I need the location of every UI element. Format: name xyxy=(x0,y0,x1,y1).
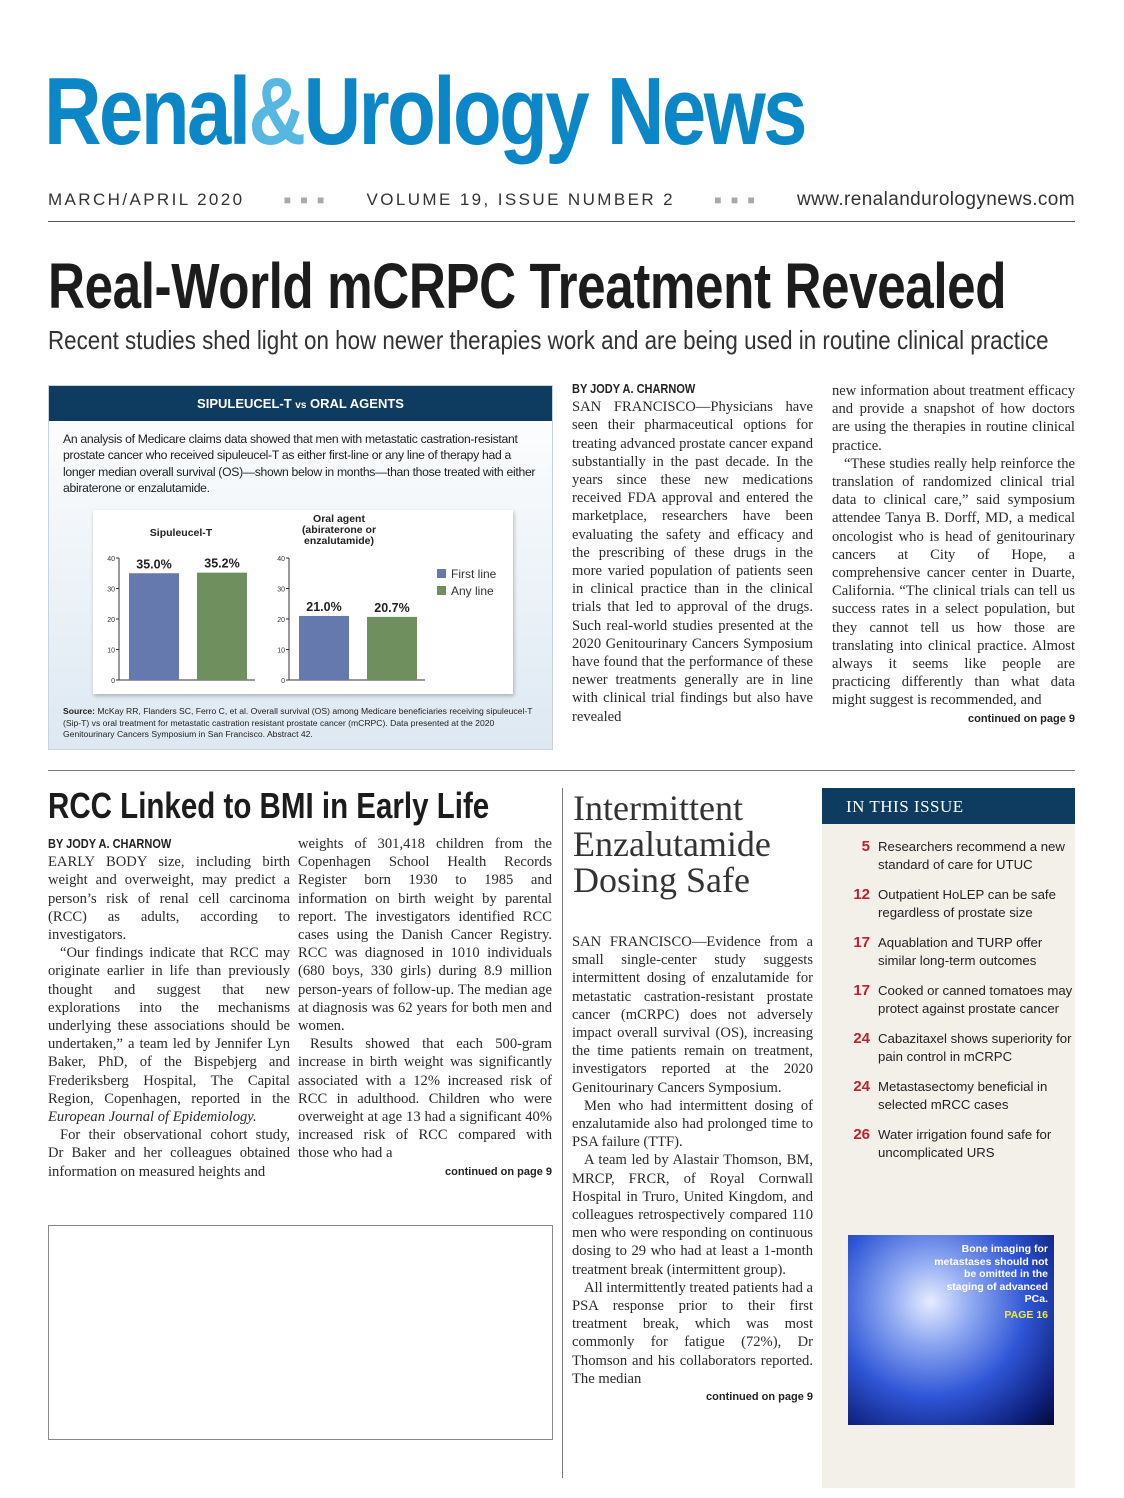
bar xyxy=(367,617,417,680)
bar-label: 35.2% xyxy=(204,556,240,571)
issue-page-number: 5 xyxy=(861,838,870,855)
issue-item-text: Cooked or canned tomatoes may protect against prostate cancer xyxy=(878,983,1073,1016)
bar-label: 35.0% xyxy=(136,557,172,572)
legend-swatch xyxy=(437,586,446,595)
chart-intro: An analysis of Medicare claims data showed that men with metastatic castration-resistant prostate cancer who received sipuleucel-T as either first-line or any line of therapy had a longer median overall survival (OS)—shown below in months—than those treated with either abiraterone or enzalutamide. xyxy=(63,432,536,496)
issue-page-number: 17 xyxy=(853,982,870,999)
column-rule xyxy=(562,788,563,1478)
issue-page-number: 12 xyxy=(853,886,870,903)
issue-date: MARCH/APRIL 2020 xyxy=(48,190,245,209)
masthead-title-renal: Renal xyxy=(44,58,249,165)
issue-page-number: 24 xyxy=(853,1030,870,1047)
y-tick-label: 20 xyxy=(277,617,285,624)
legend-label: Any line xyxy=(451,584,494,598)
issue-item[interactable] xyxy=(844,886,1075,921)
bar-chart xyxy=(93,510,513,694)
issue-item[interactable] xyxy=(844,838,1075,873)
issue-item[interactable] xyxy=(844,934,1075,969)
rcc-column-1: BY JODY A. CHARNOW EARLY BODY size, including birth weight and overweight, may predict a person’s risk of renal cell carcinoma (RCC) as adults, according to investigators. “Our findings indicate that RCC may originate earlier in life than previously thought and suggest that new explorations into the mechanisms underlying these associations should be undertaken,” a team led by Jennifer Lyn Baker, PhD, of the Bispebjerg and Frederiksberg Hospital, The Capital Region, Copenhagen, reported in the European Journal of Epidemiology. For their observational cohort study, Dr Baker and her colleagues obtained information on measured heights and xyxy=(48,837,290,1180)
chart-box xyxy=(48,385,553,750)
chart-box-title: SIPULEUCEL-T vs ORAL AGENTS xyxy=(49,386,552,421)
issue-item[interactable] xyxy=(844,982,1075,1017)
issue-item[interactable] xyxy=(844,1078,1075,1113)
group-title: Sipuleucel-T xyxy=(149,527,213,539)
masthead-ampersand: & xyxy=(248,58,304,165)
issue-item-text: Outpatient HoLEP can be safe regardless of prostate size xyxy=(878,887,1056,920)
in-this-issue-title: IN THIS ISSUE xyxy=(822,788,1075,824)
masthead-logo xyxy=(44,58,806,165)
issue-page-number: 17 xyxy=(853,934,870,951)
group-title: enzalutamide) xyxy=(303,535,375,547)
y-tick-label: 0 xyxy=(111,678,115,685)
in-this-issue xyxy=(822,788,1075,1488)
issue-item-text: Water irrigation found safe for uncomplicated URS xyxy=(878,1127,1052,1160)
promo-caption: Bone imaging for metastases should not be omitted in the staging of advanced PCa. PAGE 16 xyxy=(934,1243,1048,1321)
bar xyxy=(197,573,247,680)
separator: ■ ■ ■ xyxy=(283,193,328,207)
issue-page-number: 24 xyxy=(853,1078,870,1095)
issue-item[interactable] xyxy=(844,1030,1075,1065)
y-tick-label: 10 xyxy=(277,647,285,655)
group-title: (abiraterone or xyxy=(301,524,377,536)
y-tick-label: 40 xyxy=(277,556,285,563)
rcc-column-2: weights of 301,418 children from the Copenhagen School Health Records Register born 1930 to 1985 and information on birth weight by parental report. The investigators identified RCC cases using the Danish Cancer Registry. RCC was diagnosed in 1010 individuals (680 boys, 330 girls) during 8.9 million person-years of follow-up. The median age at diagnosis was 62 years for both men and women. Results showed that each 500-gram increase in birth weight was significantly associated with a 12% increased risk of RCC in adulthood. Children who were overweight at age 13 had a significant 40% increased risk of RCC compared with those who had a continued on page 9 xyxy=(298,835,552,1181)
divider xyxy=(48,770,1075,771)
bar-label: 21.0% xyxy=(306,599,342,614)
chart-svg xyxy=(93,510,513,694)
lead-headline: Real-World mCRPC Treatment Revealed xyxy=(48,250,1007,322)
y-tick-label: 40 xyxy=(107,556,115,563)
website-url[interactable]: www.renalandurologynews.com xyxy=(797,189,1075,210)
bar-label: 20.7% xyxy=(374,600,410,615)
continued-link[interactable]: continued on page 9 xyxy=(968,712,1075,725)
issue-item-text: Cabazitaxel shows superiority for pain control in mCRPC xyxy=(878,1031,1072,1064)
enza-headline: Intermittent Enzalutamide Dosing Safe xyxy=(573,788,771,900)
divider xyxy=(48,221,1075,222)
byline: BY JODY A. CHARNOW xyxy=(572,382,696,396)
bar xyxy=(129,573,179,680)
legend-swatch xyxy=(437,569,446,578)
y-tick-label: 30 xyxy=(107,586,115,594)
continued-link[interactable]: continued on page 9 xyxy=(706,1391,813,1404)
issue-item[interactable] xyxy=(844,1126,1075,1161)
legend-label: First line xyxy=(451,567,497,581)
continued-link[interactable]: continued on page 9 xyxy=(445,1165,552,1178)
lead-column-2: new information about treatment efficacy and provide a snapshot of how doctors are using the therapies in routine clinical practice. “These studies really help reinforce the translation of randomized clinical trial data to clinical care,” said symposium attendee Tanya B. Dorff, MD, a medical oncologist who is head of genitourinary cancers at City of Hope, a comprehensive cancer center in Duarte, California. “The clinical trials can tell us success rates in a select population, but they cannot tell us how those are translating into clinical practice. Almost always it seems like people are practicing differently than what data might suggest is recommended, and continued on page 9 xyxy=(832,382,1075,728)
y-tick-label: 10 xyxy=(107,647,115,655)
issue-item-text: Metastasectomy beneficial in selected mRCC cases xyxy=(878,1079,1048,1112)
lead-subhead: Recent studies shed light on how newer therapies work and are being used in routine clinical practice xyxy=(48,325,1049,355)
ad-placeholder xyxy=(48,1225,553,1440)
issue-item-text: Researchers recommend a new standard of care for UTUC xyxy=(878,839,1065,872)
issue-item-text: Aquablation and TURP offer similar long-term outcomes xyxy=(878,935,1043,968)
masthead-title-urology-news: Urology News xyxy=(303,58,806,165)
y-tick-label: 20 xyxy=(107,617,115,624)
rcc-headline: RCC Linked to BMI in Early Life xyxy=(48,785,490,826)
enza-column: SAN FRANCISCO—Evidence from a small single-center study suggests intermittent dosing of enzalutamide for metastatic castration-resistant prostate cancer (mCRPC) does not adversely impact overall survival (OS), increasing the time patients remain on treatment, investigators reported at the 2020 Genitourinary Cancers Symposium. Men who had intermittent dosing of enzalutamide also had prolonged time to PSA failure (TTF). A team led by Alastair Thomson, BM, MRCP, FRCR, of Royal Cornwall Hospital in Truro, United Kingdom, and colleagues retrospectively compared 110 men who were responding on continuous dosing to 29 who had at least a 1-month treatment break (intermittent group). All intermittently treated patients had a PSA response prior to their first treatment break, which was most commonly for fatigue (72%), Dr Thomson and his collaborators reported. The median continued on page 9 xyxy=(572,933,813,1406)
xray-promo-image[interactable] xyxy=(848,1235,1054,1425)
dateline xyxy=(48,189,1075,211)
y-tick-label: 30 xyxy=(277,586,285,594)
group-title: Oral agent xyxy=(313,513,365,525)
byline: BY JODY A. CHARNOW xyxy=(48,837,172,851)
issue-volume: VOLUME 19, ISSUE NUMBER 2 xyxy=(366,190,675,209)
lead-column-1: BY JODY A. CHARNOW SAN FRANCISCO—Physicians have seen their pharmaceutical options for treating advanced prostate cancer expand substantially in the past decade. In the years since these new medications received FDA approval and entered the marketplace, researchers have been evaluating the safety and efficacy and the prescribing of these drugs in the more varied population of patients seen in clinical practice than in the clinical trials that led to approval of the drugs. Such real-world studies presented at the 2020 Genitourinary Cancers Symposium have found that the performance of these newer treatments generally are in line with clinical trial findings but also have revealed xyxy=(572,382,813,725)
separator: ■ ■ ■ xyxy=(714,193,758,207)
issue-page-number: 26 xyxy=(853,1126,870,1143)
y-tick-label: 0 xyxy=(281,678,285,685)
chart-source: Source: McKay RR, Flanders SC, Ferro C, et al. Overall survival (OS) among Medicare beneficiaries receiving sipuleucel-T (Sip-T) vs oral treatment for metastatic castration resistant prostate cancer (mCRPC). Data presented at the 2020 Genitourinary Cancers Symposium in San Francisco. Abstract 42. xyxy=(63,706,533,739)
bar xyxy=(299,616,349,680)
